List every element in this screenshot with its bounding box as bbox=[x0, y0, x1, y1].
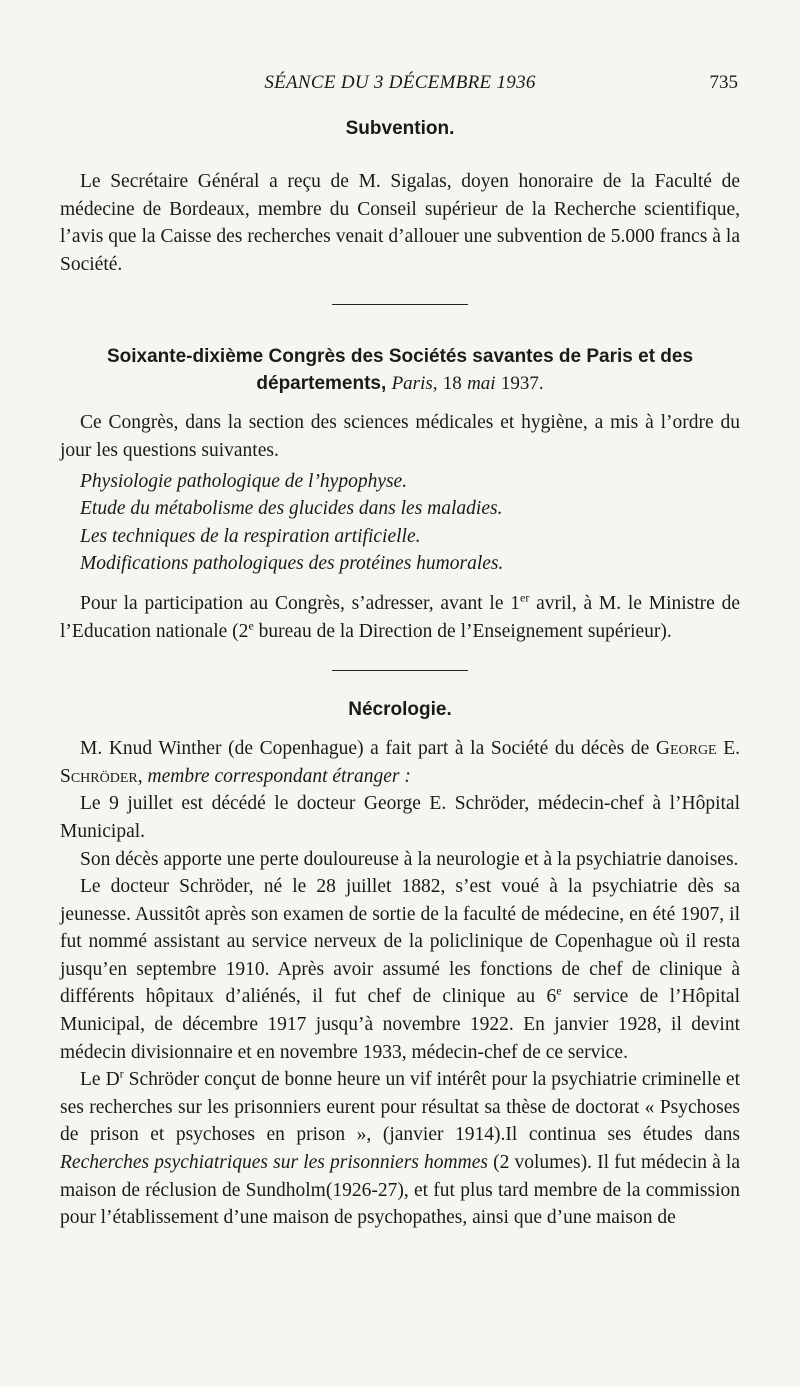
page-content bbox=[60, 118, 740, 1232]
text-run: M. Knud Winther (de Copenhague) a fait part à la Société du décès de bbox=[80, 738, 656, 760]
necrologie-paragraph bbox=[60, 1066, 740, 1232]
text-run: service de l’Hôpital Municipal, de décembre 1917 jusqu’à novembre 1922. En janvier 1928, il devint médecin divisionnaire et en novembre 1933, médecin-chef de ce service. bbox=[60, 986, 740, 1063]
text-run: (2 volumes). Il fut médecin à la maison de réclusion de Sundholm(1926-27), et fut plus tard membre de la commission pour l’établissement d’une maison de psychopathes, ainsi que d’une maison de bbox=[60, 1152, 741, 1229]
section-divider bbox=[332, 304, 468, 305]
congres-title-main: Soixante-dixième Congrès des Sociétés savantes de Paris et des départements, bbox=[106, 346, 694, 395]
congres-title-day: 18 bbox=[442, 373, 462, 395]
section-divider bbox=[332, 670, 468, 671]
superscript: e bbox=[248, 618, 254, 633]
necrologie-title: Nécrologie. bbox=[348, 699, 452, 721]
text-run: Schröder conçut de bonne heure un vif intérêt pour la psychiatrie criminelle et ses recherches sur les prisonniers eurent pour résultat sa thèse de doctorat « Psychoses de prison et psychoses en prison », (janvier 1914).Il continua ses études dans bbox=[60, 1069, 740, 1146]
necrologie-paragraph: Le 9 juillet est décédé le docteur George E. Schröder, médecin-chef à l’Hôpital Municipal. bbox=[60, 793, 740, 842]
congres-intro: Ce Congrès, dans la section des sciences médicales et hygiène, a mis à l’ordre du jour les questions suivantes. bbox=[60, 412, 740, 461]
running-header bbox=[60, 72, 740, 102]
text-run: Le D bbox=[80, 1069, 120, 1091]
header-title: SÉANCE DU 3 DÉCEMBRE 1936 bbox=[264, 72, 536, 93]
participation-text: Pour la participation au Congrès, s’adresser, avant le 1 bbox=[80, 592, 520, 614]
necrologie-paragraph: Son décès apporte une perte douloureuse à la neurologie et à la psychiatrie danoises. bbox=[80, 848, 739, 870]
congres-topic: Les techniques de la respiration artificielle. bbox=[80, 525, 421, 547]
text-run: Le docteur Schröder, né le 28 juillet 1882, s’est voué à la psychiatrie dès sa jeunesse. Aussitôt après son examen de sortie de la faculté de médecine, en été 1907, il fut nommé assistant au service nerveux de la policlinique de Copenhague où il resta jusqu’en septembre 1910. Après avoir assumé les fonctions de chef de clinique à différents hôpitaux d’aliénés, il fut chef de clinique au 6 bbox=[60, 876, 740, 1008]
participation-text: bureau de la Direction de l’Enseignement supérieur). bbox=[253, 620, 672, 642]
necrologie-paragraph bbox=[60, 735, 740, 790]
congres-participation bbox=[60, 590, 740, 645]
congres-title-month: mai bbox=[467, 373, 496, 395]
subvention-paragraph: Le Secrétaire Général a reçu de M. Sigalas, doyen honoraire de la Faculté de médecine de Bordeaux, membre du Conseil supérieur de la Recherche scientifique, l’avis que la Caisse des recherches venait d’allouer une subvention de 5.000 francs à la Société. bbox=[60, 171, 740, 275]
congres-title-place: Paris, bbox=[391, 373, 438, 395]
congres-topics bbox=[60, 468, 740, 578]
necrologie-paragraph bbox=[60, 873, 740, 1066]
superscript: er bbox=[520, 590, 530, 605]
text-run: membre correspondant étranger : bbox=[142, 765, 411, 787]
congres-title-year: 1937. bbox=[500, 373, 544, 395]
congres-title bbox=[60, 343, 740, 397]
superscript: e bbox=[556, 983, 562, 998]
subvention-title: Subvention. bbox=[345, 118, 455, 139]
page-number: 735 bbox=[709, 72, 738, 93]
deceased-name: George E. Schröder, bbox=[60, 738, 740, 787]
book-title: Recherches psychiatriques sur les prisonniers hommes bbox=[60, 1152, 488, 1174]
superscript: r bbox=[119, 1066, 124, 1081]
participation-text: avril, à M. le Ministre de l’Education nationale (2 bbox=[60, 592, 740, 642]
congres-topic: Etude du métabolisme des glucides dans les maladies. bbox=[80, 498, 503, 520]
congres-topic: Modifications pathologiques des protéines humorales. bbox=[80, 553, 504, 575]
congres-topic: Physiologie pathologique de l’hypophyse. bbox=[80, 470, 408, 492]
